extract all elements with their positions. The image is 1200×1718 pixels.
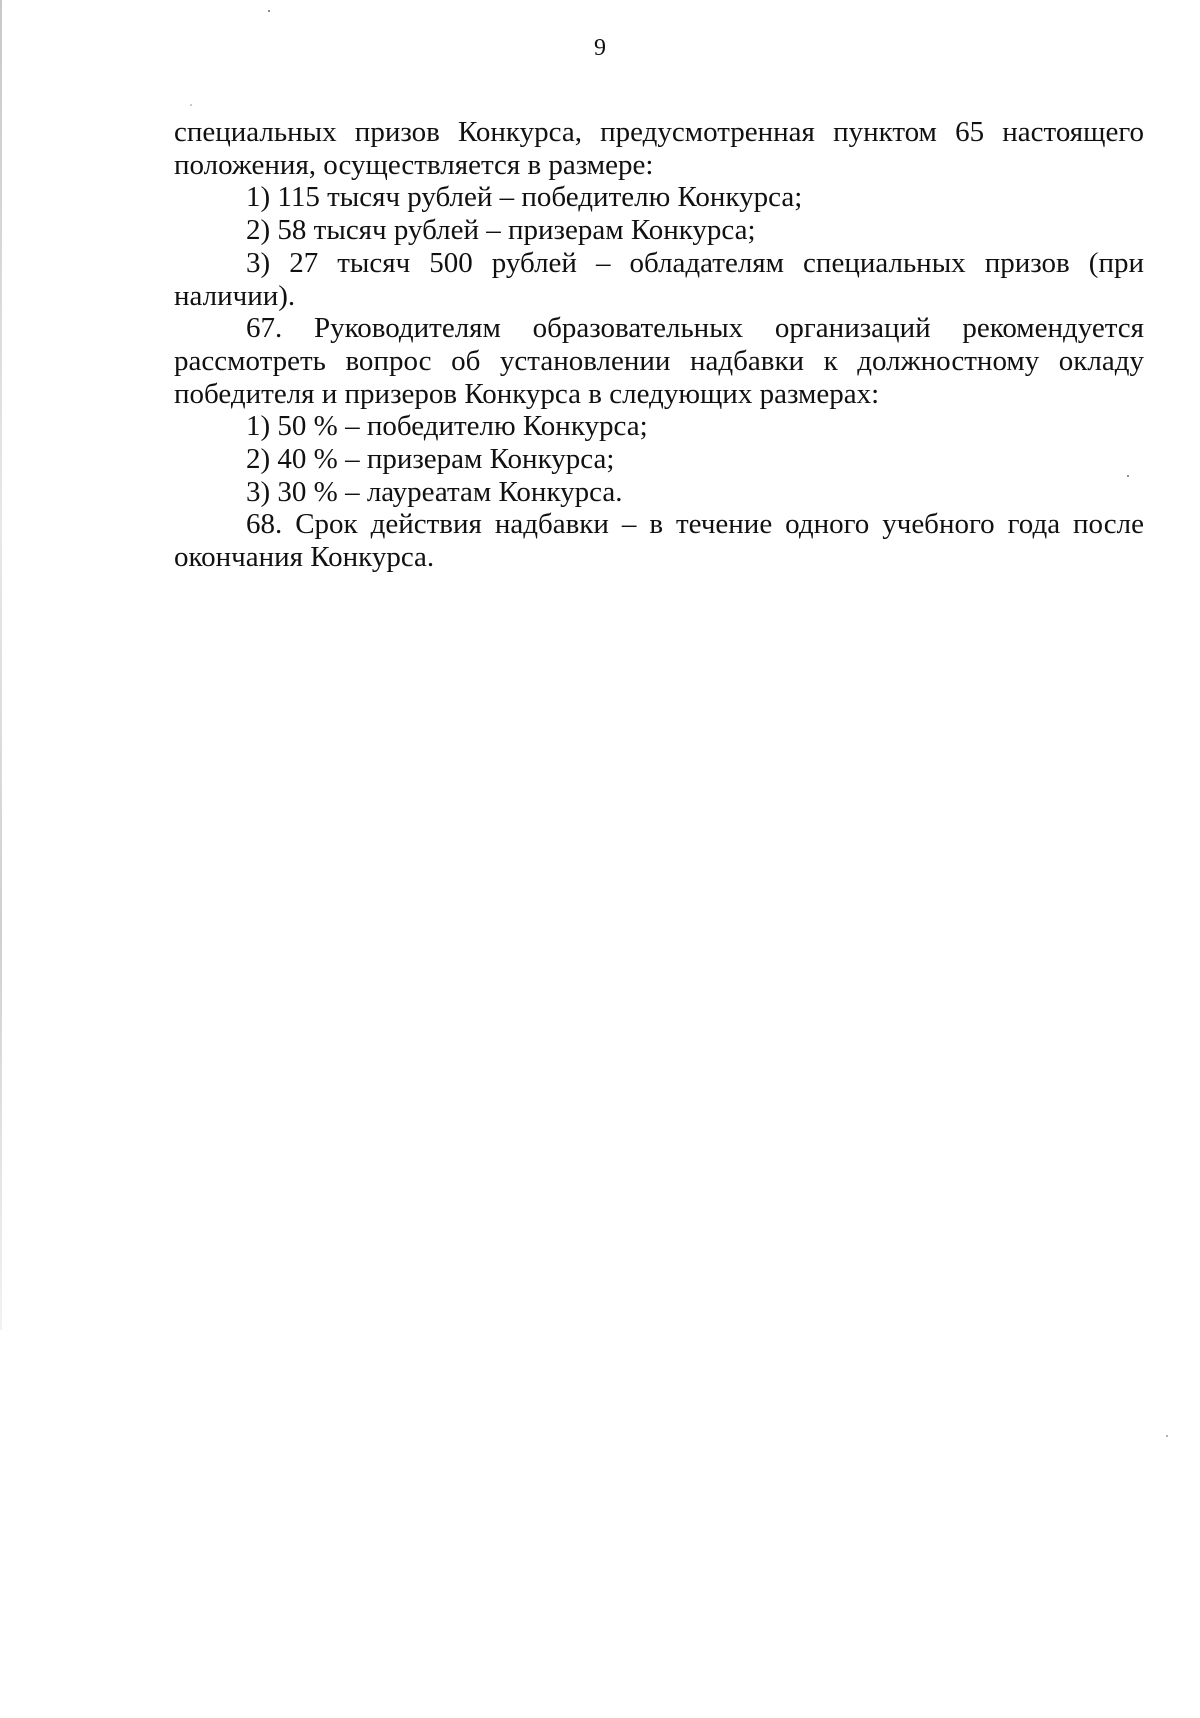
document-body: [174, 116, 1144, 574]
list-item-laureates-bonus: 3) 30 % – лауреатам Конкурса.: [246, 475, 623, 508]
list-item-winner-bonus: 1) 50 % – победителю Конкурса;: [246, 410, 648, 443]
list-item-prizewinners-payment: 2) 58 тысяч рублей – призерам Конкурса;: [246, 214, 756, 247]
paragraph-68-bonus-duration: 68. Срок действия надбавки – в течение одного учебного года после окончания Конкурса.: [174, 508, 1144, 574]
scan-speck: [1127, 475, 1129, 477]
scan-edge-shadow: [0, 0, 2, 1330]
list-item-winner-payment: 1) 115 тысяч рублей – победителю Конкурса;: [246, 181, 803, 214]
scan-speck: [190, 104, 192, 106]
scan-speck: [1166, 1435, 1168, 1437]
list-item-prizewinners-bonus: 2) 40 % – призерам Конкурса;: [246, 443, 615, 476]
page-number: 9: [594, 35, 606, 61]
scan-speck: [268, 10, 270, 12]
list-item-special-prize-payment: 3) 27 тысяч 500 рублей – обладателям специальных призов (при наличии).: [174, 246, 1144, 312]
paragraph-67-salary-bonus: 67. Руководителям образовательных организаций рекомендуется рассмотреть вопрос об установлении надбавки к должностному окладу победителя и призеров Конкурса в следующих размерах:: [174, 312, 1144, 410]
paragraph-prize-payment: специальных призов Конкурса, предусмотренная пунктом 65 настоящего положения, осуществляется в размере:: [174, 116, 1144, 181]
